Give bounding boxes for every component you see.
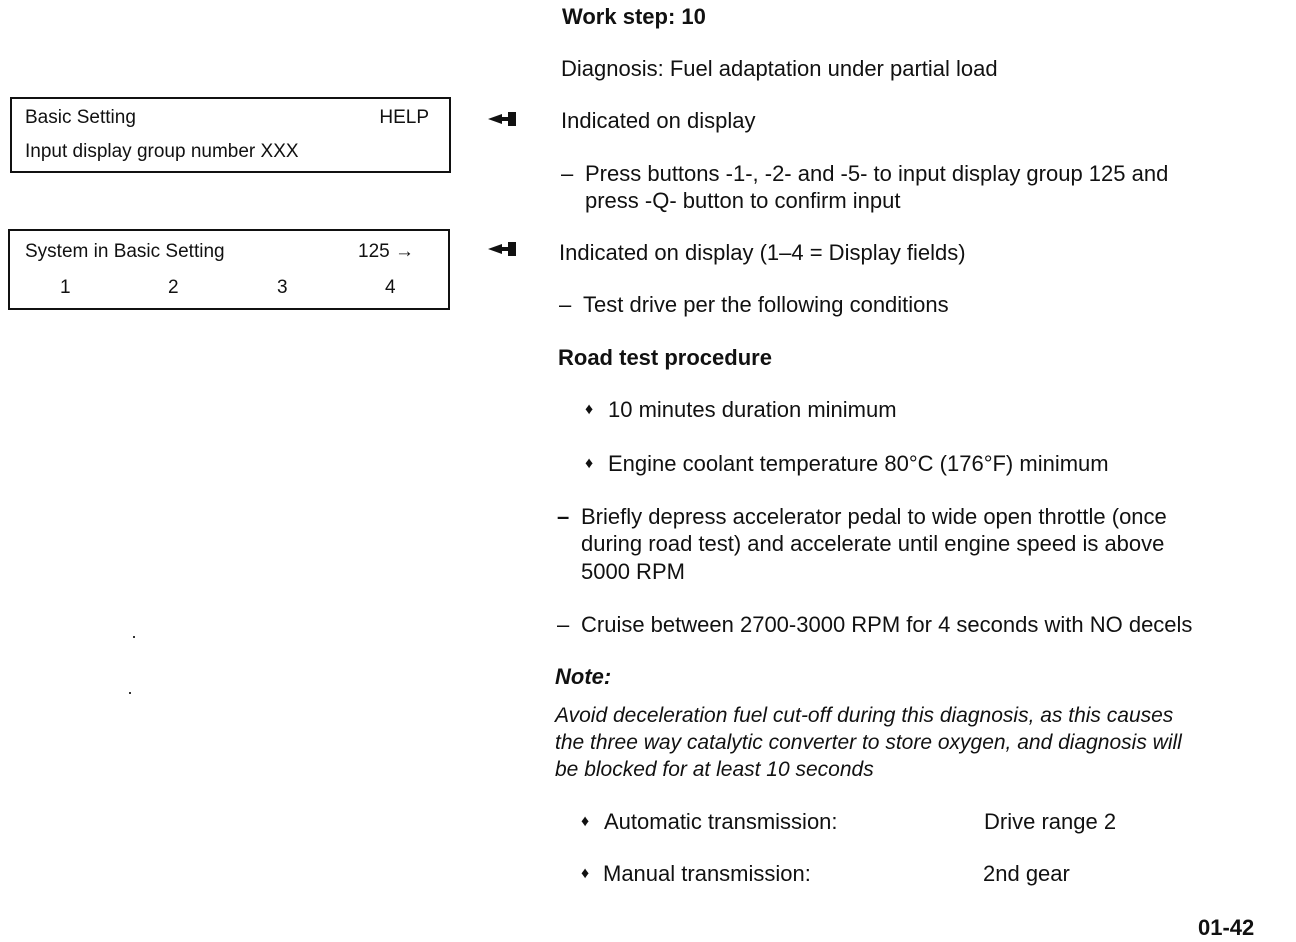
transmission-value-automatic: Drive range 2 xyxy=(984,809,1117,834)
display-box-basic-setting xyxy=(10,97,451,173)
transmission-label-manual: Manual transmission: xyxy=(603,861,811,886)
stray-mark xyxy=(129,692,131,694)
road-test-item: 10 minutes duration minimum xyxy=(608,397,897,422)
display-line1-right: HELP xyxy=(379,107,429,128)
page-number: 01-42 xyxy=(1198,915,1255,940)
note-line: Avoid deceleration fuel cut-off during this diagnosis, as this causes xyxy=(555,704,1174,727)
display-field-4: 4 xyxy=(385,277,396,298)
step-press-buttons: – Press buttons -1-, -2- and -5- to input display group 125 and press -Q- button to confirm input xyxy=(561,161,1169,213)
display-line1-left: Basic Setting xyxy=(25,107,136,128)
display-field-3: 3 xyxy=(277,277,288,298)
display-field-1: 1 xyxy=(60,277,71,298)
step-briefly-depress: – Briefly depress accelerator pedal to wide open throttle (once during road test) and accelerate until engine speed is above 5000 RPM xyxy=(557,504,1167,584)
stray-mark xyxy=(133,636,135,638)
display2-line1-left: System in Basic Setting xyxy=(25,241,225,262)
step-press-line1: Press buttons -1-, -2- and -5- to input display group 125 and xyxy=(585,161,1169,186)
indicated-on-display-1: Indicated on display xyxy=(561,108,756,133)
pointer-arrow-icon xyxy=(488,112,516,126)
note-line: the three way catalytic converter to store oxygen, and diagnosis will xyxy=(555,731,1182,754)
step-test-drive: – Test drive per the following conditions xyxy=(559,292,949,317)
note-line: be blocked for at least 10 seconds xyxy=(555,758,874,781)
transmission-label-automatic: Automatic transmission: xyxy=(604,809,838,834)
road-test-heading: Road test procedure xyxy=(558,345,772,370)
note-label: Note: xyxy=(555,664,612,689)
bullet-icon: ♦ xyxy=(581,813,590,830)
indicated-on-display-2: Indicated on display (1–4 = Display fields) xyxy=(559,240,966,265)
display2-line1-right: 125 → xyxy=(358,241,414,262)
diagnosis-line: Diagnosis: Fuel adaptation under partial load xyxy=(561,56,998,81)
display-field-2: 2 xyxy=(168,277,179,298)
bullet-icon: ♦ xyxy=(585,401,594,418)
display-box-system-basic-setting xyxy=(8,229,450,310)
pointer-arrow-icon xyxy=(488,242,516,256)
display-line2: Input display group number XXX xyxy=(25,141,299,162)
bullet-icon: ♦ xyxy=(585,455,594,472)
transmission-value-manual: 2nd gear xyxy=(983,861,1070,886)
step-press-line2: press -Q- button to confirm input xyxy=(585,188,901,213)
road-test-item: Engine coolant temperature 80°C (176°F) minimum xyxy=(608,451,1109,476)
step-cruise: – Cruise between 2700-3000 RPM for 4 seconds with NO decels xyxy=(557,612,1193,637)
bullet-icon: ♦ xyxy=(581,865,590,882)
work-step-heading: Work step: 10 xyxy=(562,4,706,29)
